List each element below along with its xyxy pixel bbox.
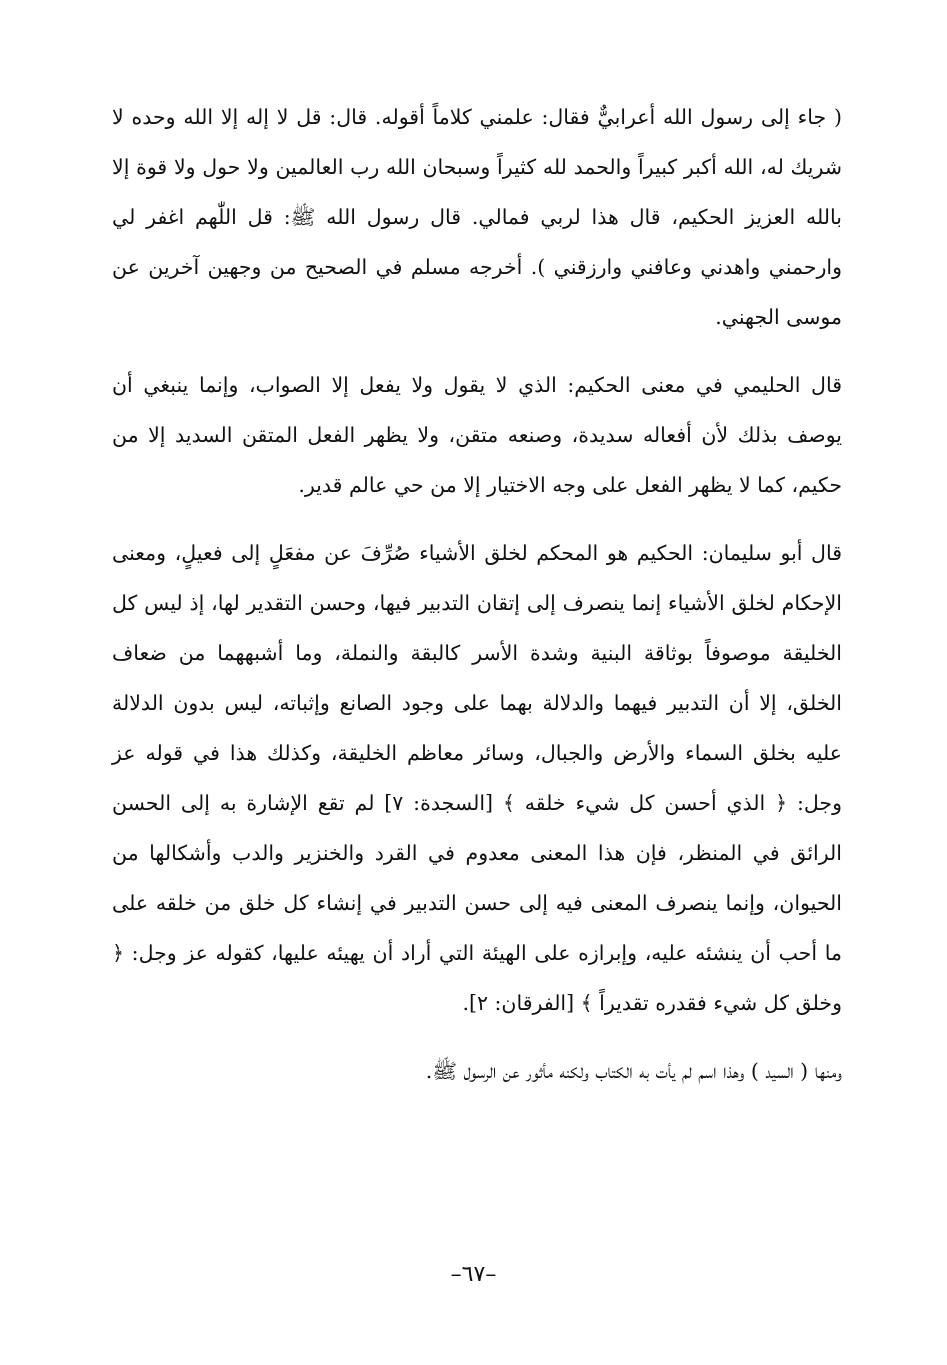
page-body xyxy=(112,92,842,1114)
paragraph-abu-sulayman: قال أبو سليمان: الحكيم هو المحكم لخلق الأشياء صُرِّفَ عن مفعَلٍ إلى فعيلٍ، ومعنى الإحكام لخلق الأشياء إنما ينصرف إلى إتقان التدبير فيها، وحسن التقدير لها، إذ ليس كل الخليقة موصوفاً بوثاقة البنية وشدة الأسر كالبقة والنملة، وما أشبههما من ضعاف الخلق، إلا أن التدبير فيهما والدلالة بهما على وجود الصانع وإثباته، ليس بدون الدلالة عليه بخلق السماء والأرض والجبال، وسائر معاظم الخليقة، وكذلك هذا في قوله عز وجل: ﴿ الذي أحسن كل شيء خلقه ﴾ [السجدة: ٧] لم تقع الإشارة به إلى الحسن الرائق في المنظر، فإن هذا المعنى معدوم في القرد والخنزير والدب وأشكالها من الحيوان، وإنما ينصرف المعنى فيه إلى حسن التدبير في إنشاء كل خلق من خلقه على ما أحب أن ينشئه عليه، وإبرازه على الهيئة التي أراد أن يهيئه عليها، كقوله عز وجل: ﴿ وخلق كل شيء فقدره تقديراً ﴾ [الفرقان: ٢]. xyxy=(112,541,842,1015)
paragraph-halimi: قال الحليمي في معنى الحكيم: الذي لا يقول ولا يفعل إلا الصواب، وإنما ينبغي أن يوصف بذلك لأن أفعاله سديدة، وصنعه متقن، ولا يظهر الفعل المتقن السديد إلا من حكيم، كما لا يظهر الفعل على وجه الاختيار إلا من حي عالم قدير. xyxy=(112,373,842,497)
page-number: –٦٧– xyxy=(450,1262,497,1287)
paragraph-hadith: ( جاء إلى رسول الله أعرابيٌّ فقال: علمني كلاماً أقوله. قال: قل لا إله إلا الله وحده لا شريك له، الله أكبر كبيراً والحمد لله كثيراً وسبحان الله رب العالمين ولا حول ولا قوة إلا بالله العزيز الحكيم، قال هذا لربي فمالي. قال رسول الله ﷺ: قل اللّٰهم اغفر لي وارحمني واهدني وعافني وارزقني ). أخرجه مسلم في الصحيح من وجهين آخرين عن موسى الجهني. xyxy=(112,105,842,329)
paragraph-al-sayyid: ومنها ( السيد ) وهذا اسم لم يأت به الكتاب ولكنه مأثور عن الرسول ﷺ. xyxy=(425,1059,842,1083)
